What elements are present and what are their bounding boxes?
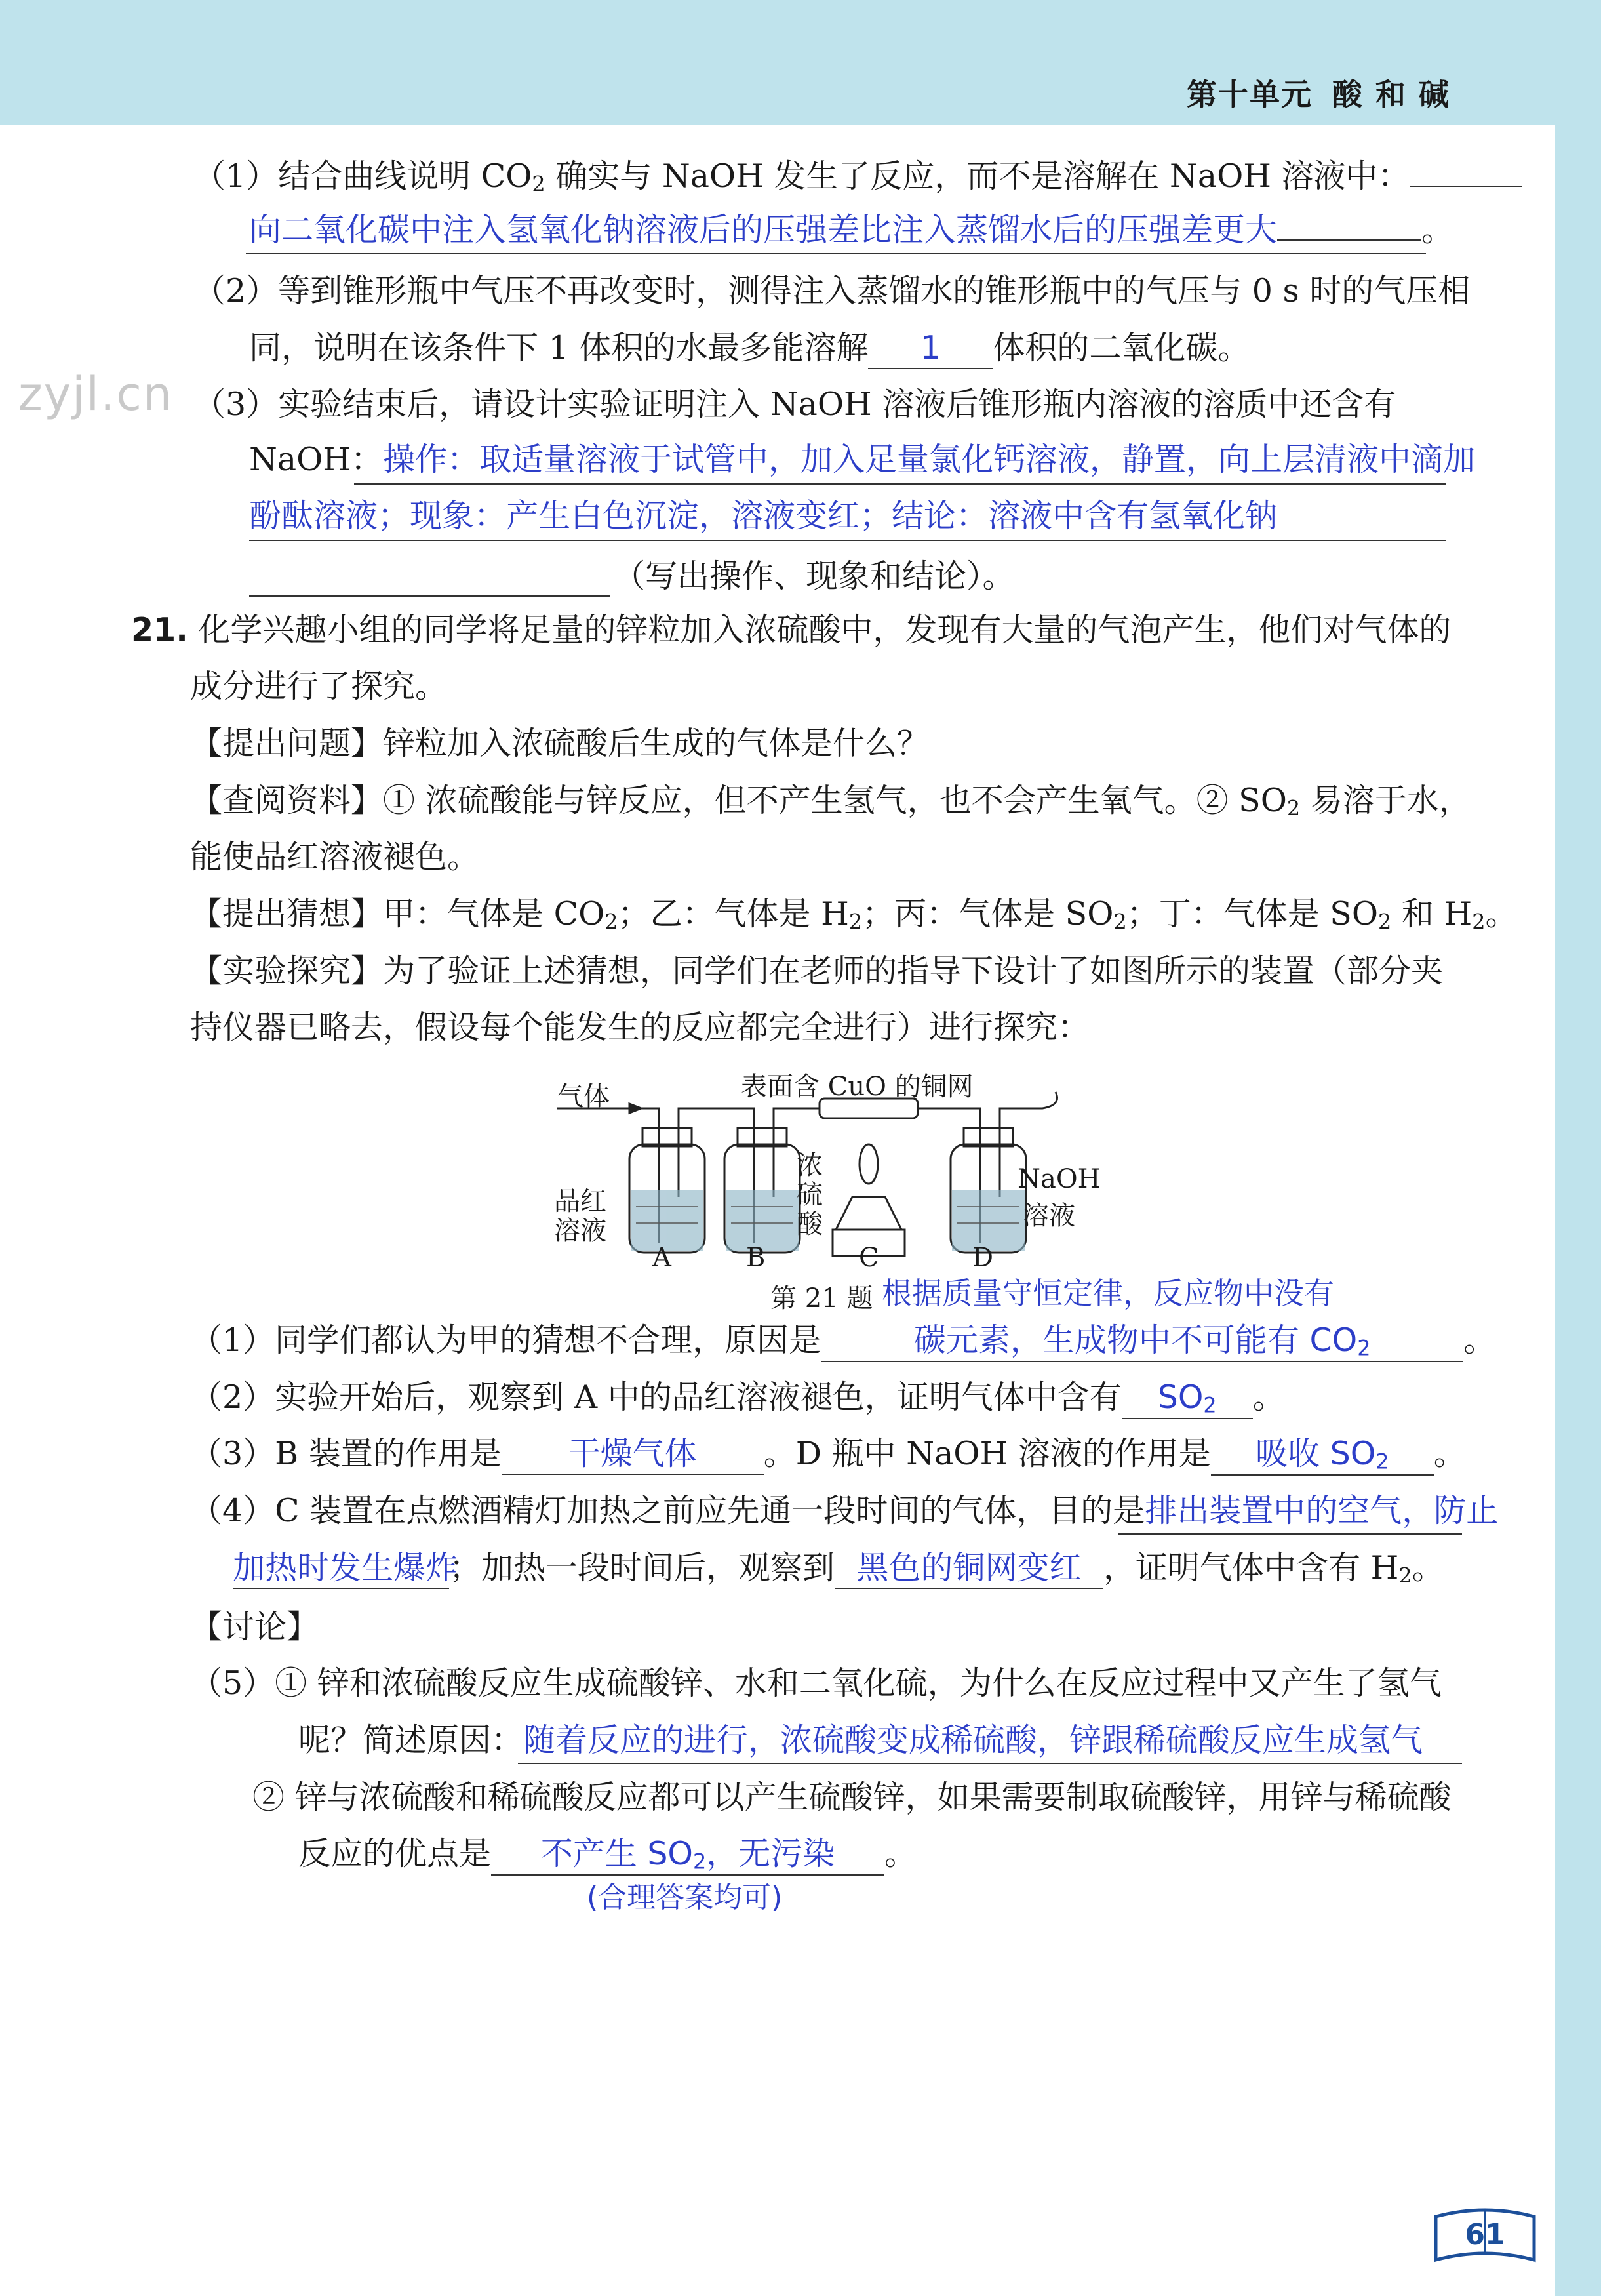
handwritten-answer: 不产生 SO (540, 1835, 693, 1872)
handwritten-answer: 干燥气体 (568, 1435, 697, 1472)
q20-part2-line1: （2）等到锥形瓶中气压不再改变时，测得注入蒸馏水的锥形瓶中的气压与 0 s 时的气压相 (193, 272, 1471, 310)
unit-label: 第十单元 (1186, 77, 1313, 112)
fig-caption: 第 21 题 (770, 1283, 873, 1314)
handwritten-answer: 1 (920, 329, 941, 367)
fig-acid-label: 浓 (797, 1150, 823, 1180)
handwritten-answer: 随着反应的进行，浓硫酸变成稀硫酸，锌跟稀硫酸反应生成氢气 (523, 1722, 1423, 1759)
fig-label-d: D (972, 1243, 994, 1273)
page-number: 61 (1465, 2218, 1505, 2251)
handwritten-note: (合理答案均可) (587, 1881, 783, 1914)
fig-label-b: B (746, 1243, 766, 1273)
fig-gas-label: 气体 (557, 1081, 610, 1112)
fig-acid-label-3: 酸 (797, 1209, 823, 1239)
q20-part3-line2: NaOH：操作：取适量溶液于试管中，加入足量氯化钙溶液，静置，向上层清液中滴加 (249, 441, 1476, 478)
q20-part3-line3 (249, 497, 1277, 536)
handwritten-answer: 向二氧化碳中注入氢氧化钠溶液后的压强差比注入蒸馏水后的压强差更大 (249, 211, 1278, 249)
q21-sub6-line2: 反应的优点是 不产生 $SO_2$，无污染 。 (298, 1835, 917, 1876)
answer-underline (518, 1763, 1462, 1764)
fig-pinhong-label-2: 溶液 (554, 1216, 606, 1246)
q21-sub1: （1）同学们都认为甲的猜想不合理，原因是 碳元素，生成物中不可能有 $CO_2$ 。 (190, 1321, 1495, 1362)
q21-sub5-line2: 呢？简述原因：随着反应的进行，浓硫酸变成稀硫酸，锌跟稀硫酸反应生成氢气 (298, 1722, 1423, 1759)
answer-underline (249, 540, 1446, 541)
q20-part3-line1: （3）实验结束后，请设计实验证明注入 NaOH 溶液后锥形瓶内溶液的溶质中还含有 (193, 386, 1396, 423)
q20-part3-tail: （写出操作、现象和结论）。 (613, 557, 1015, 595)
q21-intro-line2: 成分进行了探究。 (190, 668, 448, 705)
alcohol-lamp (836, 1197, 901, 1230)
header-title (1187, 71, 1450, 114)
answer-underline (1118, 1533, 1462, 1535)
q21-sub3: （3）B 装置的作用是 干燥气体 。D 瓶中 NaOH 溶液的作用是 吸收 $SO_2$ 。 (190, 1435, 1466, 1476)
q21-guess: 【提出猜想】甲：气体是 $CO_2$；乙：气体是 $H_2$；丙：气体是 $SO_2$；丁：气体是 $SO_2$ 和 $H_2$。 (190, 895, 1518, 935)
q21-discussion-tag: 【讨论】 (190, 1608, 319, 1645)
q21-intro-line1: 21. 化学兴趣小组的同学将足量的锌粒加入浓硫酸中，发现有大量的气泡产生，他们对气体的 (131, 611, 1452, 649)
handwritten-answer: 黑色的铜网变红 (856, 1549, 1082, 1586)
q21-ask: 【提出问题】锌粒加入浓硫酸后生成的气体是什么？ (190, 725, 930, 762)
handwritten-answer: 加热时发生爆炸 (233, 1549, 458, 1586)
answer-underline (246, 253, 1426, 254)
answer-underline (354, 483, 1446, 485)
q21-exp-line1: 【实验探究】为了验证上述猜想，同学们在老师的指导下设计了如图所示的装置（部分夹 (190, 952, 1444, 990)
handwritten-answer: 碳元素，生成物中不可能有 CO (913, 1321, 1358, 1359)
fig-mesh-label: 表面含 CuO 的铜网 (741, 1072, 974, 1102)
handwritten-answer: 酚酞溶液；现象：产生白色沉淀，溶液变红；结论：溶液中含有氢氧化钠 (249, 497, 1278, 534)
q21-ref-line2: 能使品红溶液褪色。 (190, 838, 480, 876)
fig-naoh-label-2: 溶液 (1023, 1201, 1075, 1231)
q21-sub6-line1: ② 锌与浓硫酸和稀硫酸反应都可以产生硫酸锌，如果需要制取硫酸锌，用锌与稀硫酸 (252, 1779, 1452, 1816)
q20-part1: （1）结合曲线说明 $CO_2$ 确实与 NaOH 发生了反应，而不是溶解在 NaOH 溶液中： (193, 157, 1522, 197)
fig-label-c: C (859, 1243, 879, 1273)
answer-underline (249, 595, 610, 597)
q21-ref-line1: 【查阅资料】① 浓硫酸能与锌反应，但不产生氢气，也不会产生氧气。② $SO_2$ 易溶于水， (190, 782, 1471, 821)
side-band (1555, 0, 1601, 2296)
handwritten-answer: 操作：取适量溶液于试管中，加入足量氯化钙溶液，静置，向上层清液中滴加 (383, 441, 1476, 478)
q21-sub2: （2）实验开始后，观察到 A 中的品红溶液褪色，证明气体中含有 $SO_2$ 。 (190, 1379, 1285, 1419)
handwritten-answer: SO (1157, 1379, 1204, 1416)
watermark: zyjl.cn (18, 367, 174, 421)
handwritten-answer: 排出装置中的空气，防止 (1145, 1492, 1499, 1529)
q21-sub4-line1: （4）C 装置在点燃酒精灯加热之前应先通一段时间的气体，目的是排出装置中的空气，防止 (190, 1492, 1499, 1529)
q21-sub5-line1: （5）① 锌和浓硫酸反应生成硫酸锌、水和二氧化硫，为什么在反应过程中又产生了氢气 (190, 1664, 1442, 1702)
q20-part2-line2: 同，说明在该条件下 1 体积的水最多能溶解 1 体积的二氧化碳。 (249, 329, 1250, 369)
fig-pinhong-label: 品红 (554, 1186, 606, 1217)
q20-part1-answer: 向二氧化碳中注入氢氧化钠溶液后的压强差比注入蒸馏水后的压强差更大 。 (249, 211, 1454, 249)
handwritten-answer: 根据质量守恒定律，反应物中没有 (882, 1276, 1334, 1311)
fig-acid-label-2: 硫 (797, 1180, 823, 1210)
q21-sub4-line2: 加热时发生爆炸；加热一段时间后，观察到 黑色的铜网变红 ，证明气体中含有 $H_2$。 (233, 1549, 1444, 1588)
fig-naoh-label: NaOH (1018, 1164, 1101, 1194)
q21-exp-line2: 持仪器已略去，假设每个能发生的反应都完全进行）进行探究： (190, 1009, 1090, 1046)
handwritten-answer: 吸收 SO (1255, 1435, 1376, 1472)
topic-label: 酸 和 碱 (1332, 77, 1450, 112)
fig-label-a: A (652, 1243, 671, 1273)
